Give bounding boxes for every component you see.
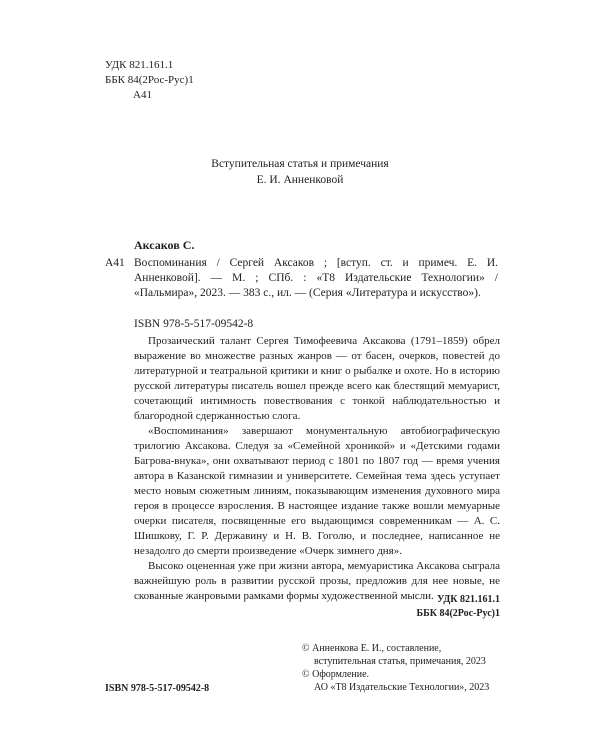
copyright-line-1: © Анненкова Е. И., составление, <box>302 643 442 654</box>
catalog-description: Воспоминания / Сергей Аксаков ; [вступ. ст. и примеч. Е. И. Анненковой]. — М. ; СПб. : «Т8 Издательские Технологии» / «Пальмира», 2023. — 383 с., ил. — (Серия «Литература и искусство»). <box>134 257 498 299</box>
bottom-bbk: ББК 84(2Рос-Рус)1 <box>416 608 500 619</box>
catalog-entry <box>105 256 498 301</box>
catalog-isbn: ISBN 978-5-517-09542-8 <box>134 318 254 330</box>
intro-line-2: Е. И. Анненковой <box>256 174 344 186</box>
bottom-isbn: ISBN 978-5-517-09542-8 <box>105 683 210 694</box>
copyright-line-3: © Оформление. <box>302 669 370 680</box>
annotation-paragraph-2: «Воспоминания» завершают монументальную автобиографическую трилогию Аксакова. Следуя за «Семейной хроникой» и «Детскими годами Багрова-внука», они охватывают период с 1801 по 1807 год — время учения автора в Казанской гимназии и университете. Семейная тема здесь уступает место новым сюжетным линиям, показывающим изменения духовного мира героя в процессе взросления. В настоящее издание также вошли мемуарные очерки писателя, посвященные его выдающимся современникам — А. С. Шишкову, Г. Р. Державину и Н. В. Гоголю, и последнее, написанное не незадолго до смерти произведение «Очерк зимнего дня». <box>134 425 500 557</box>
catalog-author: Аксаков С. <box>134 238 195 252</box>
classification-block <box>105 58 194 103</box>
copyright-line-4: АО «Т8 Издательские Технологии», 2023 <box>314 682 490 693</box>
catalog-code: А41 <box>105 257 125 269</box>
annotation <box>134 334 500 604</box>
copyright-block <box>302 642 489 694</box>
bbk-code: ББК 84(2Рос-Рус)1 <box>105 74 194 86</box>
bottom-udk: УДК 821.161.1 <box>437 594 500 605</box>
udk-code: УДК 821.161.1 <box>105 59 174 71</box>
intro-credit <box>0 156 600 188</box>
intro-line-1: Вступительная статья и примечания <box>211 158 389 170</box>
author-sign: А41 <box>133 89 152 101</box>
bottom-codes <box>360 593 500 621</box>
copyright-line-2: вступительная статья, примечания, 2023 <box>314 656 486 667</box>
annotation-paragraph-1: Прозаический талант Сергея Тимофеевича Аксакова (1791–1859) обрел выражение во множестве разных жанров — от басен, очерков, повестей до литературной и театральной критики и книг о рыбалке и охоте. Но в историю русской литературы писатель вошел прежде всего как блестящий мемуарист, сочетающий интимность повествования с тонкой наблюдательностью и благородной сдержанностью слога. <box>134 335 500 422</box>
annotation-paragraph-3: Высоко оцененная уже при жизни автора, мемуаристика Аксакова сыграла важнейшую роль в развитии русской прозы, предложив для нее новые, не скованные жанровыми рамками формы художественной мысли. <box>134 560 500 602</box>
